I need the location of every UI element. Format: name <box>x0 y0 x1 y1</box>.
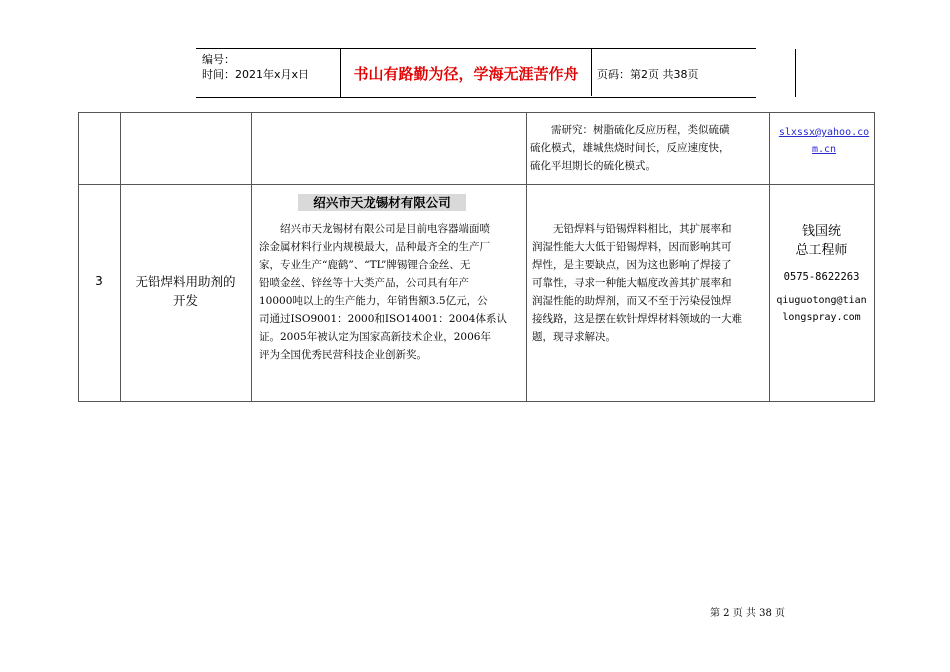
prev-requirement-line: 硫化平坦期长的硫化模式。 <box>530 160 656 172</box>
prev-email-line: m.cn <box>811 144 837 155</box>
header-center <box>340 49 796 97</box>
requirement-line: 无铅焊料与铅锡焊料相比，其扩展率和 <box>553 223 732 235</box>
doc-time-label: 时间：2021年x月x日 <box>202 68 310 81</box>
requirement-line: 润湿性能大大低于铅锡焊料，因而影响其可 <box>532 241 732 253</box>
company-desc-line: 证。2005年被认定为国家高新技术企业，2006年 <box>259 331 491 343</box>
contact-name: 钱国统 <box>801 224 841 239</box>
col-divider <box>120 113 121 401</box>
contact-email[interactable] <box>770 292 873 326</box>
company-desc-line: 评为全国优秀民营科技企业创新奖。 <box>259 349 427 361</box>
col-divider <box>526 113 527 401</box>
requirement-line: 接线路，这是摆在软针焊焊材料领域的一大难 <box>532 313 742 325</box>
project-title-line: 无铅焊料用助剂的 <box>135 274 236 289</box>
company-desc-line: 10000吨以上的生产能力，年销售额3.5亿元，公 <box>259 295 488 307</box>
header-divider <box>591 48 592 96</box>
col-divider <box>251 113 252 401</box>
doc-number-label: 编号： <box>202 53 235 66</box>
prev-requirement <box>530 121 730 175</box>
prev-requirement-line: 需研究：树脂硫化反应历程，类似硫磺 <box>551 124 730 136</box>
requirement-line: 润湿性能的助焊剂，而又不至于污染侵蚀焊 <box>532 295 732 307</box>
page-header <box>196 48 756 98</box>
requirement-line: 可靠性，寻求一种能大幅度改善其扩展率和 <box>532 277 732 289</box>
header-motto: 书山有路勤为径，学海无涯苦作舟 <box>353 65 579 83</box>
prev-email[interactable] <box>775 124 873 158</box>
company-description <box>259 220 507 364</box>
contact-email-line: qiuguotong@tian <box>776 295 867 306</box>
prev-requirement-line: 硫化模式，雄城焦烧时间长，反应速度快， <box>530 142 730 154</box>
contact-email-line: longspray.com <box>782 312 861 323</box>
header-page-info: 页码：第2页 共38页 <box>597 68 699 81</box>
contact-title: 总工程师 <box>795 243 848 258</box>
requirement-line: 焊性，是主要缺点，因为这也影响了焊接了 <box>532 259 732 271</box>
contact-info <box>770 222 873 326</box>
row-divider <box>79 184 874 185</box>
company-desc-line: 家，专业生产“鹿鹤”、“TL”牌锡锂合金丝、无 <box>259 259 471 271</box>
company-name: 绍兴市天龙锡材有限公司 <box>298 194 466 211</box>
contact-phone: 0575-8622263 <box>783 271 860 283</box>
company-desc-line: 司通过ISO9001：2000和ISO14001：2004体系认 <box>259 313 507 325</box>
project-title <box>120 272 251 310</box>
company-desc-line: 绍兴市天龙锡材有限公司是目前电容器端面喷 <box>280 223 490 235</box>
project-title-line: 开发 <box>172 293 198 308</box>
page-footer: 第 2 页 共 38 页 <box>710 608 785 619</box>
company-desc-line: 铅喷金丝、锌丝等十大类产品，公司具有年产 <box>259 277 469 289</box>
tech-requirement <box>532 220 742 346</box>
requirement-line: 题，现寻求解决。 <box>532 331 616 343</box>
header-meta <box>196 49 340 97</box>
row-index: 3 <box>95 274 103 288</box>
company-desc-line: 涂金属材料行业内规模最大，品种最齐全的生产厂 <box>259 241 490 253</box>
prev-email-line: slxssx@yahoo.co <box>778 127 870 138</box>
